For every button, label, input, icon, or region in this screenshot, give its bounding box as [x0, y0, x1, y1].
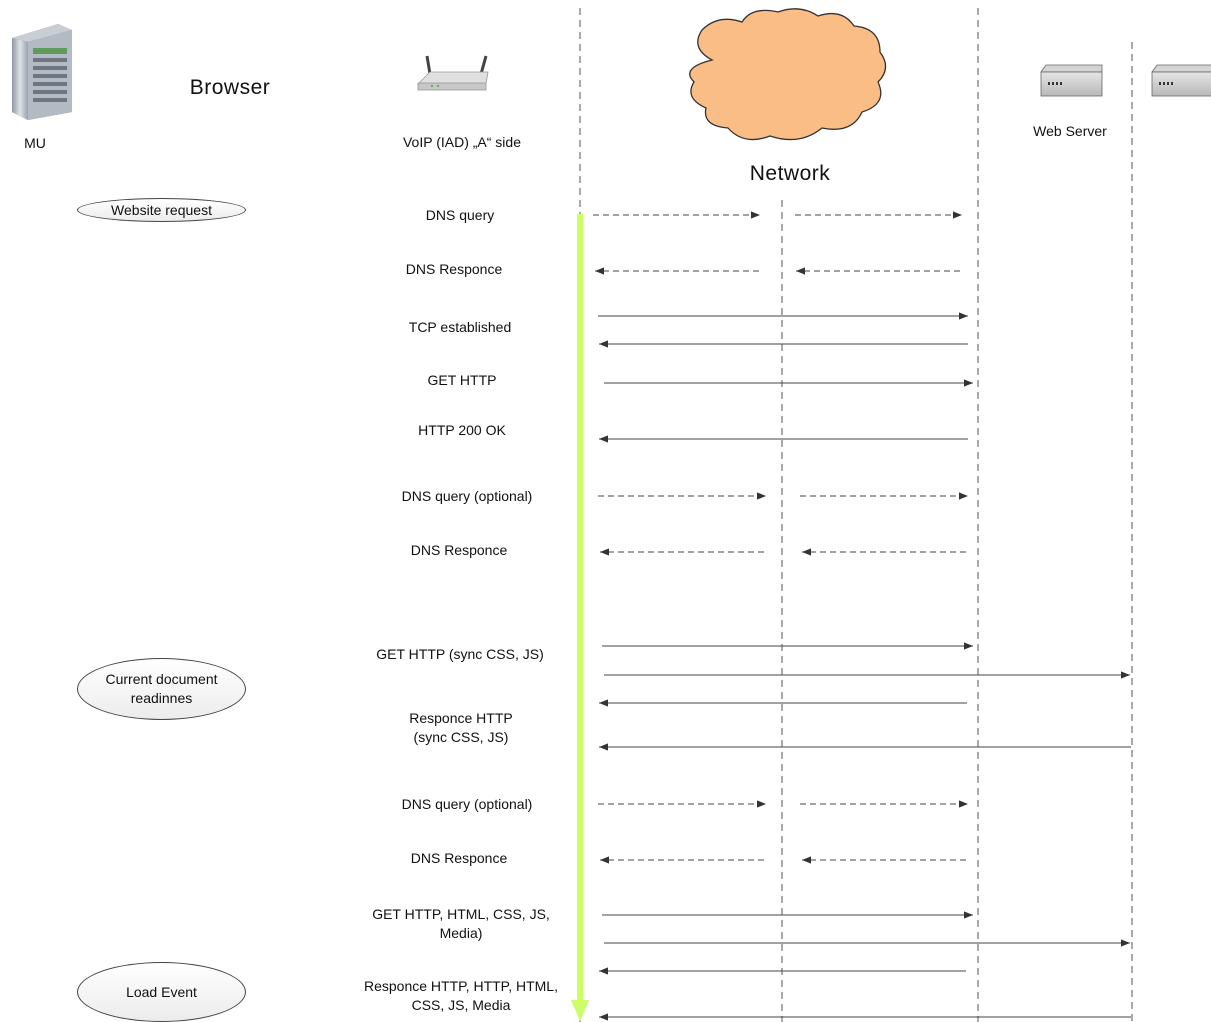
- message-label: Responce HTTP (sync CSS, JS): [409, 710, 513, 745]
- lane-label-browser: Browser: [189, 76, 271, 99]
- message-label: DNS query (optional): [401, 488, 533, 504]
- message-label: DNS query: [425, 207, 495, 223]
- server-box-icon: [1152, 65, 1211, 96]
- message-label: DNS query (optional): [401, 796, 533, 812]
- cloud-icon: [690, 9, 886, 140]
- message-label: TCP established: [408, 319, 512, 335]
- message-label: DNS Responce: [405, 261, 503, 277]
- lane-label-mu: MU: [24, 135, 46, 151]
- message-label: DNS Responce: [410, 542, 508, 558]
- message-label: DNS Responce: [410, 850, 508, 866]
- event-document-readiness: Current document readinnes: [77, 658, 246, 720]
- lane-label-web-server: Web Server: [1033, 123, 1107, 139]
- lane-label-voip: VoIP (IAD) „A“ side: [402, 134, 521, 150]
- event-load: Load Event: [77, 962, 246, 1022]
- message-label: GET HTTP: [427, 372, 497, 388]
- lane-label-network: Network: [749, 162, 831, 185]
- timeline-arrowhead: [571, 1000, 589, 1021]
- message-label: Responce HTTP, HTTP, HTML, CSS, JS, Media: [364, 978, 558, 1013]
- message-label: GET HTTP (sync CSS, JS): [376, 646, 544, 662]
- message-label: GET HTTP, HTML, CSS, JS, Media): [372, 906, 550, 941]
- router-icon: [418, 56, 488, 90]
- event-website-request: Website request: [77, 198, 246, 222]
- message-label: HTTP 200 OK: [418, 422, 506, 438]
- server-box-icon: [1041, 65, 1102, 96]
- server-tower-icon: [12, 24, 72, 120]
